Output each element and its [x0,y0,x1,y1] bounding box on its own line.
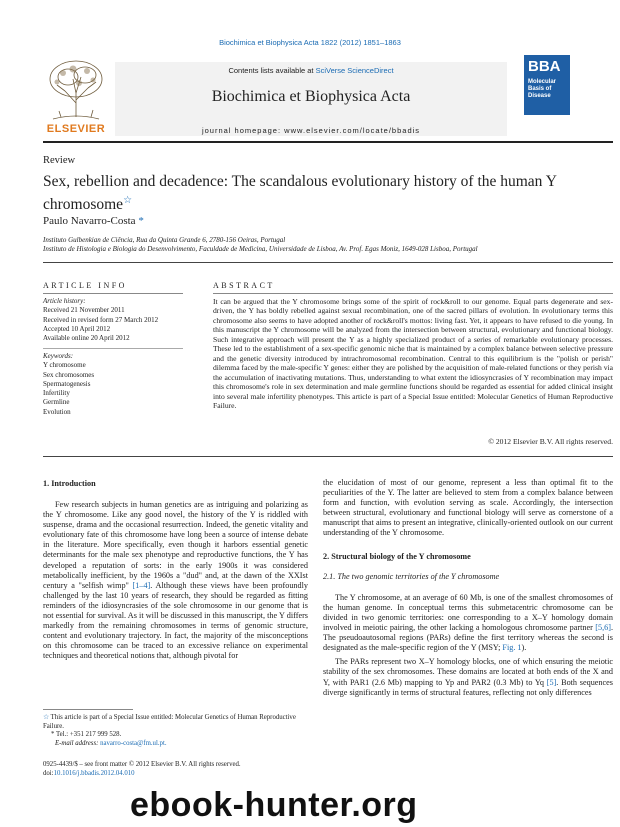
author-name: Paulo Navarro-Costa [43,215,136,227]
cover-subtitle-line3: Disease [528,93,551,99]
title-footnote-mark[interactable]: ☆ [123,195,133,206]
introduction-text [43,500,308,662]
p3-text-a: The PARs represent two X–Y homology blocks, one of which ensuring the meiotic stability of the sex chromosomes. These domains are located at both ends of the X and Y, with PAR1 (2.6 Mb) mapping to Yp and PAR2 (0.3 Mb) to Yq [323,657,613,687]
special-issue-note [43,714,308,731]
p2-text-c: ). [521,643,527,653]
article-title-text: Sex, rebellion and decadence: The scandalous evolutionary history of the human Y chromosome [43,173,557,214]
email-note [43,740,308,749]
keyword: Sex chromosomes [43,370,95,379]
history-received: Received 21 November 2011 [43,306,125,315]
article-title [43,172,583,214]
citation-link[interactable]: [1–4] [132,580,151,590]
abstract-text: It can be argued that the Y chromosome brings some of the spirit of rock&roll to our genome. Equal parts degenerate and sex-driven, the Y has boldly rebelled against sexual recombination, one of the sacred pillars of evolution. In evolutionary terms this chromosome also seems to have adopted another of rock&roll's mottos: living fast. Yet, it appears to have refused to die young. In this manuscript the Y chromosome will be analyzed from the intersection between structural, evolutionary and functional biology. Such integrative approach will present the Y as a highly specialized product of a series of remarkable evolutionary processes. These led to the establishment of a sex-specific genomic niche that is maintained by a complex balance between selective pressure and the genetic diversity introduced by intrachromosomal recombination. Central to this equilibrium is the "polish or perish" dilemma faced by the male-specific Y genes: either they are polished by the acquisition of male-related functions or they perish via the accumulation of inactivating mutations. Thus, understanding to what extent the idiosyncrasies of Y recombination may impact this chromosome's role in sex determination and male germline functions should be regarded as essential for added clinical insight into several male infertility phenotypes. This article is part of a Special Issue entitled: Molecular Genetics of Human Reproductive Failure. [213,297,613,410]
citation-link[interactable]: [5,6] [595,623,611,633]
affiliation-rule [43,262,613,263]
header-rule [43,141,613,143]
keyword: Infertility [43,389,70,398]
cover-subtitle-line2: Basis of [528,86,552,92]
history-revised: Received in revised form 27 March 2012 [43,315,159,324]
intro-text-a: Few research subjects in human genetics are as intriguing and polarizing as the Y chromosome. Like any good novel, the history of the Y is riddled with suspense, drama and the occasional resurrection. Indeed, the genetic vitality and evolutionary fate of this chromosome have long been a source of intense debate in the literature. More specifically, even though it harbors essential genetic determinants for the male sex phenotype and reproductive functions, the Y has developed a reputation of sorts: in the early 1900s it was considered metabolically inefficient, by the 1960s a "dud" and, at the dawn of the XXIst century a "selfish wimp" [43,500,308,590]
cover-bba-text: BBA [528,58,561,75]
special-issue-text: This article is part of a Special Issue entitled: Molecular Genetics of Human Reproductive Failure. [43,714,296,730]
footnotes [43,714,308,748]
doi-link[interactable]: 10.1016/j.bbadis.2012.04.010 [53,769,135,777]
introduction-heading: 1. Introduction [43,479,96,488]
email-label: E-mail address: [55,739,101,747]
article-type: Review [43,155,76,166]
keywords-rule [43,348,183,349]
right-column-text [323,478,613,698]
email-link[interactable]: navarro-costa@fm.ul.pt. [100,739,167,747]
authors [43,215,144,227]
intro-text-b: . Although these views have been profoundly challenged by the last 10 years of research, they should be regarded as fitting reminders of the idiosyncrasies of the sole chromosome in our genome that is not essential for survival. As it will be discussed in this manuscript, the Y differs markedly from the remaining chromosomes in terms of genomic structure, content and evolutionary trajectory. In fact, the majority of the misconceptions on this chromosome can be traced to an excessive reliance on experimental techniques and theoretical notions that, although pivotal for [43,580,308,661]
keywords-label: Keywords: [43,352,74,360]
p2-text-a: The Y chromosome, at an average of 60 Mb, is one of the smallest chromosomes of the human genome. In conceptual terms this submetacentric chromosome can be divided in two genomic territories: one corresponding to a X–Y homology domain involved in meiotic pairing, the other lacking a homologous chromosome partner [323,592,613,633]
article-history [43,297,203,343]
footnote-star-mark: ☆ [43,714,50,721]
tel-text: Tel.: +351 217 999 528. [55,731,122,739]
keyword: Y chromosome [43,361,86,370]
article-info-heading: ARTICLE INFO [43,281,127,290]
keywords [43,352,203,417]
tel-note: * Tel.: +351 217 999 528. [51,731,122,739]
contents-prefix: Contents lists available at [228,66,316,75]
watermark-text: ebook-hunter.org [130,786,418,824]
cover-subtitle [528,79,556,100]
cover-subtitle-line1: Molecular [528,79,557,85]
copyright: © 2012 Elsevier B.V. All rights reserved. [488,437,613,446]
journal-cover-thumbnail [524,55,570,115]
figure-link[interactable]: Fig. 1 [502,643,522,653]
journal-reference[interactable]: Biochimica et Biophysica Acta 1822 (2012) 1851–1863 [219,38,401,47]
elsevier-wordmark: ELSEVIER [46,123,106,135]
article-info-rule [43,293,183,294]
history-accepted: Accepted 10 April 2012 [43,324,111,333]
journal-homepage[interactable]: journal homepage: www.elsevier.com/locate/bbadis [201,126,421,135]
doi-label: doi: [43,769,54,777]
affiliation-2: Instituto de Histologia e Biologia do Desenvolvimento, Faculdade de Medicina, Universidade de Lisboa, Av. Prof. Egas Moniz, 1649-028 Lisboa, Portugal [43,245,478,253]
section-2-heading: 2. Structural biology of the Y chromosome [323,551,471,561]
right-paragraph-3 [323,657,613,697]
elsevier-logo [43,55,109,137]
keyword: Spermatogenesis [43,379,91,388]
right-paragraph-1: the elucidation of most of our genome, represent a less than optimal fit to the peculiarities of the Y. The latter are believed to stem from a complex balance between form and function, with evolution serving as scale. Accordingly, the intersection between structural, evolutionary and functional biology will serve as cornerstone of a manuscript that aims to present an integrative, clinically-oriented outlook on our current understanding of the Y chromosome. [323,478,613,538]
citation-link[interactable]: [5] [546,677,557,687]
affiliation-1: Instituto Gulbenkian de Ciência, Rua da Quinta Grande 6, 2780-156 Oeiras, Portugal [43,236,286,244]
keyword: Germline [43,398,70,407]
contents-line [115,66,507,75]
history-online: Available online 20 April 2012 [43,334,130,343]
right-paragraph-2 [323,593,613,654]
history-label: Article history: [43,297,86,305]
abstract-bottom-rule [43,456,613,457]
p2-text-b: . The pseudoautosomal regions (PARs) define the first territory whereas the second is designated as the male-specific region of the Y (MSY; [323,623,613,653]
corresponding-author-mark[interactable]: * [138,215,144,227]
issn-line: 0925-4439/$ – see front matter © 2012 Elsevier B.V. All rights reserved. [43,761,241,768]
abstract-rule [213,293,613,294]
journal-title: Biochimica et Biophysica Acta [211,88,411,105]
doi-line [43,770,343,779]
keyword: Evolution [43,407,71,416]
p3-text-b: . Both sequences diverge significantly in terms of structural features, reflecting not only differences [323,677,613,697]
sciencedirect-link[interactable]: SciVerse ScienceDirect [315,66,394,75]
abstract-heading: ABSTRACT [213,281,275,290]
front-matter [43,761,343,778]
section-2-1-heading: 2.1. The two genomic territories of the Y chromosome [323,571,500,581]
footnote-rule [43,709,133,710]
